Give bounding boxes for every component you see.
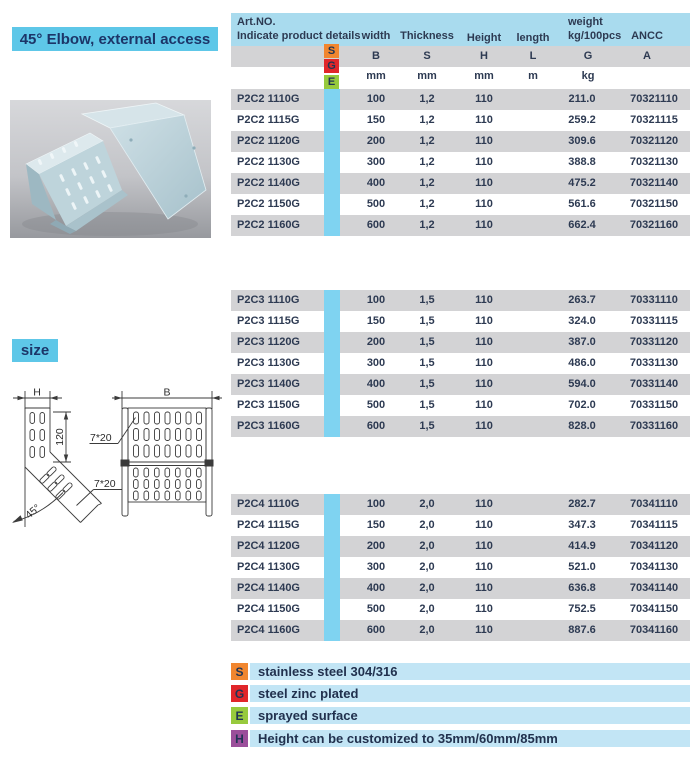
cell-height: 110 [475,177,493,189]
cell-color-band [324,536,340,557]
cell-height: 110 [475,357,493,369]
page-title-text: 45° Elbow, external access [19,30,211,48]
legend-chip-h: H [231,730,248,747]
cell-color-band [324,515,340,536]
page-title [12,27,218,51]
cell-color-band [324,311,340,332]
cell-width: 300 [366,357,386,369]
cell-width: 200 [366,540,386,552]
cell-ancc: 70341160 [629,624,679,636]
cell-art-no: P2C3 1160G [237,420,300,432]
cell-art-no: P2C3 1150G [237,399,300,411]
cell-width: 400 [366,177,386,189]
header-width: width [361,30,391,42]
cell-color-band [324,173,340,194]
cell-length [526,173,546,194]
table-row [231,515,690,536]
table-row [231,89,690,110]
table-row [231,332,690,353]
product-photo [10,100,211,238]
cell-thickness: 2,0 [419,498,435,510]
cell-height: 110 [475,315,493,327]
legend-item-zinc [231,685,690,702]
cell-art-no: P2C4 1110G [237,498,300,510]
legend-text-e: sprayed surface [258,708,358,723]
cell-weight: 263.7 [568,294,596,306]
cell-weight: 752.5 [568,603,596,615]
cell-art-no: P2C2 1160G [237,219,300,231]
cell-thickness: 1,2 [419,135,435,147]
cell-ancc: 70341115 [630,519,678,531]
header-length: length [516,32,550,44]
table-header [231,13,690,46]
cell-width: 200 [366,336,386,348]
cell-width: 500 [366,399,386,411]
cell-length [526,353,546,374]
table-row [231,173,690,194]
cell-weight: 324.0 [568,315,596,327]
cell-color-band [324,494,340,515]
cell-ancc: 70331160 [629,420,679,432]
cell-weight: 414.9 [568,540,596,552]
cell-weight: 702.0 [568,399,596,411]
cell-width: 100 [366,93,386,105]
cell-thickness: 1,2 [419,93,435,105]
cell-width: 600 [366,420,386,432]
legend-chip-g: G [231,685,248,702]
cell-thickness: 1,2 [419,156,435,168]
table-row [231,131,690,152]
letter-b: B [372,50,380,62]
letter-g: G [583,50,593,62]
material-chip-e: E [324,75,339,89]
cell-height: 110 [475,93,493,105]
cell-ancc: 70341110 [630,498,678,510]
cell-weight: 259.2 [568,114,596,126]
legend-chip-s: S [231,663,248,680]
cell-width: 300 [366,561,386,573]
cell-ancc: 70331150 [629,399,679,411]
cell-length [526,89,546,110]
cell-art-no: P2C3 1110G [237,294,300,306]
cell-thickness: 2,0 [419,624,435,636]
cell-length [526,536,546,557]
table-group-p2c3 [231,290,690,437]
cell-length [526,416,546,437]
cell-color-band [324,416,340,437]
cell-ancc: 70321120 [629,135,679,147]
table-row [231,536,690,557]
cell-weight: 309.6 [568,135,596,147]
cell-ancc: 70331115 [630,315,678,327]
cell-art-no: P2C4 1115G [237,519,300,531]
table-row [231,194,690,215]
cell-color-band [324,290,340,311]
cell-thickness: 2,0 [419,540,435,552]
cell-weight: 828.0 [568,420,596,432]
legend-item-sprayed [231,707,690,724]
cell-art-no: P2C4 1150G [237,603,300,615]
table-row [231,416,690,437]
cell-color-band [324,578,340,599]
cell-width: 200 [366,135,386,147]
cell-length [526,494,546,515]
cell-art-no: P2C2 1120G [237,135,300,147]
cell-thickness: 1,5 [419,336,435,348]
cell-width: 500 [366,198,386,210]
cell-thickness: 1,2 [419,219,435,231]
cell-height: 110 [475,420,493,432]
cell-thickness: 1,2 [419,198,435,210]
cell-thickness: 1,5 [419,357,435,369]
dimension-drawing [0,383,228,535]
legend-item-height [231,730,690,747]
cell-art-no: P2C2 1140G [237,177,300,189]
cell-height: 110 [475,114,493,126]
cell-weight: 521.0 [568,561,596,573]
product-table [231,13,690,653]
header-art-no: Art.NO. [237,16,276,28]
cell-weight: 486.0 [568,357,596,369]
cell-thickness: 2,0 [419,519,435,531]
letter-h: H [480,50,488,62]
legend-bar [250,730,690,747]
legend-text-h: Height can be customized to 35mm/60mm/85mm [258,731,558,746]
cell-height: 110 [475,135,493,147]
header-height: Height [466,32,502,44]
cell-color-band [324,395,340,416]
cell-width: 600 [366,624,386,636]
cell-length [526,131,546,152]
cell-length [526,578,546,599]
cell-art-no: P2C2 1110G [237,93,300,105]
table-row [231,353,690,374]
cell-width: 150 [366,315,386,327]
cell-length [526,194,546,215]
cell-weight: 211.0 [568,93,596,105]
table-row [231,599,690,620]
legend-item-stainless [231,663,690,680]
legend-bar [250,685,690,702]
cell-length [526,311,546,332]
cell-color-band [324,152,340,173]
cell-weight: 387.0 [568,336,596,348]
cell-length [526,557,546,578]
cell-thickness: 2,0 [419,561,435,573]
cell-color-band [324,89,340,110]
unit-thickness: mm [417,70,437,82]
cell-weight: 561.6 [568,198,596,210]
cell-weight: 636.8 [568,582,596,594]
cell-ancc: 70331110 [630,294,678,306]
dim-120-label: 120 [54,428,66,446]
material-chip-g: G [324,59,339,73]
cell-width: 150 [366,114,386,126]
cell-length [526,152,546,173]
subheader-units-row [231,67,690,88]
cell-ancc: 70321110 [630,93,678,105]
legend-chip-e: E [231,707,248,724]
size-label-text: size [20,342,50,359]
cell-length [526,599,546,620]
subheader-letters-row [231,46,690,67]
header-indicate: Indicate product details [237,30,361,42]
cell-ancc: 70321150 [629,198,679,210]
legend-text-g: steel zinc plated [258,686,359,701]
cell-color-band [324,374,340,395]
cell-thickness: 1,5 [419,315,435,327]
cell-thickness: 1,5 [419,399,435,411]
cell-weight: 282.7 [568,498,596,510]
cell-weight: 388.8 [568,156,596,168]
cell-color-band [324,620,340,641]
cell-art-no: P2C2 1130G [237,156,300,168]
cell-height: 110 [475,624,493,636]
cell-ancc: 70321160 [629,219,679,231]
cell-height: 110 [475,540,493,552]
table-row [231,290,690,311]
cell-ancc: 70331140 [629,378,679,390]
table-row [231,494,690,515]
cell-weight: 594.0 [568,378,596,390]
unit-width: mm [366,70,386,82]
header-weight-2: kg/100pcs [568,30,622,42]
legend-bar [250,707,690,724]
table-row [231,578,690,599]
cell-length [526,374,546,395]
table-row [231,152,690,173]
cell-art-no: P2C3 1120G [237,336,300,348]
cell-color-band [324,215,340,236]
dim-h-label: H [33,386,41,399]
cell-width: 500 [366,603,386,615]
cell-length [526,290,546,311]
table-row [231,557,690,578]
cell-weight: 662.4 [568,219,596,231]
cell-color-band [324,599,340,620]
cell-length [526,620,546,641]
cell-ancc: 70321115 [630,114,678,126]
cell-art-no: P2C2 1115G [237,114,300,126]
cell-color-band [324,110,340,131]
header-weight-1: weight [568,16,603,28]
cell-height: 110 [475,378,493,390]
dim-b-label: B [163,386,171,399]
cell-ancc: 70321140 [629,177,679,189]
size-label [12,339,58,362]
cell-height: 110 [475,603,493,615]
cell-art-no: P2C4 1120G [237,540,300,552]
letter-s: S [423,50,431,62]
slot-size-label-2: 7*20 [94,478,116,490]
legend-text-s: stainless steel 304/316 [258,664,398,679]
cell-thickness: 1,5 [419,378,435,390]
cell-width: 300 [366,156,386,168]
cell-weight: 475.2 [568,177,596,189]
table-row [231,395,690,416]
cell-height: 110 [475,336,493,348]
cell-height: 110 [475,156,493,168]
cell-length [526,332,546,353]
cell-height: 110 [475,294,493,306]
cell-art-no: P2C3 1115G [237,315,300,327]
cell-width: 400 [366,378,386,390]
cell-ancc: 70321130 [629,156,679,168]
cell-thickness: 2,0 [419,582,435,594]
cell-thickness: 1,2 [419,114,435,126]
table-row [231,110,690,131]
cell-width: 600 [366,219,386,231]
cell-art-no: P2C3 1130G [237,357,300,369]
cell-width: 400 [366,582,386,594]
cell-length [526,110,546,131]
cell-color-band [324,194,340,215]
cell-art-no: P2C3 1140G [237,378,300,390]
cell-length [526,215,546,236]
cell-color-band [324,557,340,578]
cell-height: 110 [475,561,493,573]
material-chip-s: S [324,44,339,58]
unit-height: mm [474,70,494,82]
cell-ancc: 70331130 [629,357,679,369]
cell-ancc: 70331120 [629,336,679,348]
unit-weight: kg [581,70,595,82]
table-row [231,620,690,641]
cell-height: 110 [475,219,493,231]
table-row [231,374,690,395]
letter-a: A [643,50,651,62]
table-row [231,215,690,236]
cell-color-band [324,131,340,152]
cell-art-no: P2C4 1140G [237,582,300,594]
cell-art-no: P2C4 1160G [237,624,300,636]
cell-weight: 887.6 [568,624,596,636]
table-row [231,311,690,332]
cell-thickness: 2,0 [419,603,435,615]
cell-color-band [324,353,340,374]
cell-height: 110 [475,399,493,411]
cell-width: 100 [366,498,386,510]
cell-width: 150 [366,519,386,531]
cell-height: 110 [475,498,493,510]
angle-label: 45° [23,501,44,522]
cell-thickness: 1,5 [419,294,435,306]
cell-ancc: 70341150 [629,603,679,615]
slot-size-label-1: 7*20 [90,432,112,444]
legend-bar [250,663,690,680]
header-thickness: Thickness [400,30,454,42]
cell-height: 110 [475,582,493,594]
table-group-p2c4 [231,494,690,641]
cell-length [526,395,546,416]
unit-length: m [528,70,538,82]
table-group-p2c2 [231,89,690,236]
cell-ancc: 70341130 [629,561,679,573]
cell-length [526,515,546,536]
cell-ancc: 70341120 [629,540,679,552]
letter-l: L [529,50,537,62]
header-ancc: ANCC [631,30,663,42]
cell-thickness: 1,5 [419,420,435,432]
cell-art-no: P2C4 1130G [237,561,300,573]
cell-art-no: P2C2 1150G [237,198,300,210]
cell-height: 110 [475,198,493,210]
cell-ancc: 70341140 [629,582,679,594]
cell-thickness: 1,2 [419,177,435,189]
cell-weight: 347.3 [568,519,596,531]
cell-width: 100 [366,294,386,306]
cell-height: 110 [475,519,493,531]
cell-color-band [324,332,340,353]
